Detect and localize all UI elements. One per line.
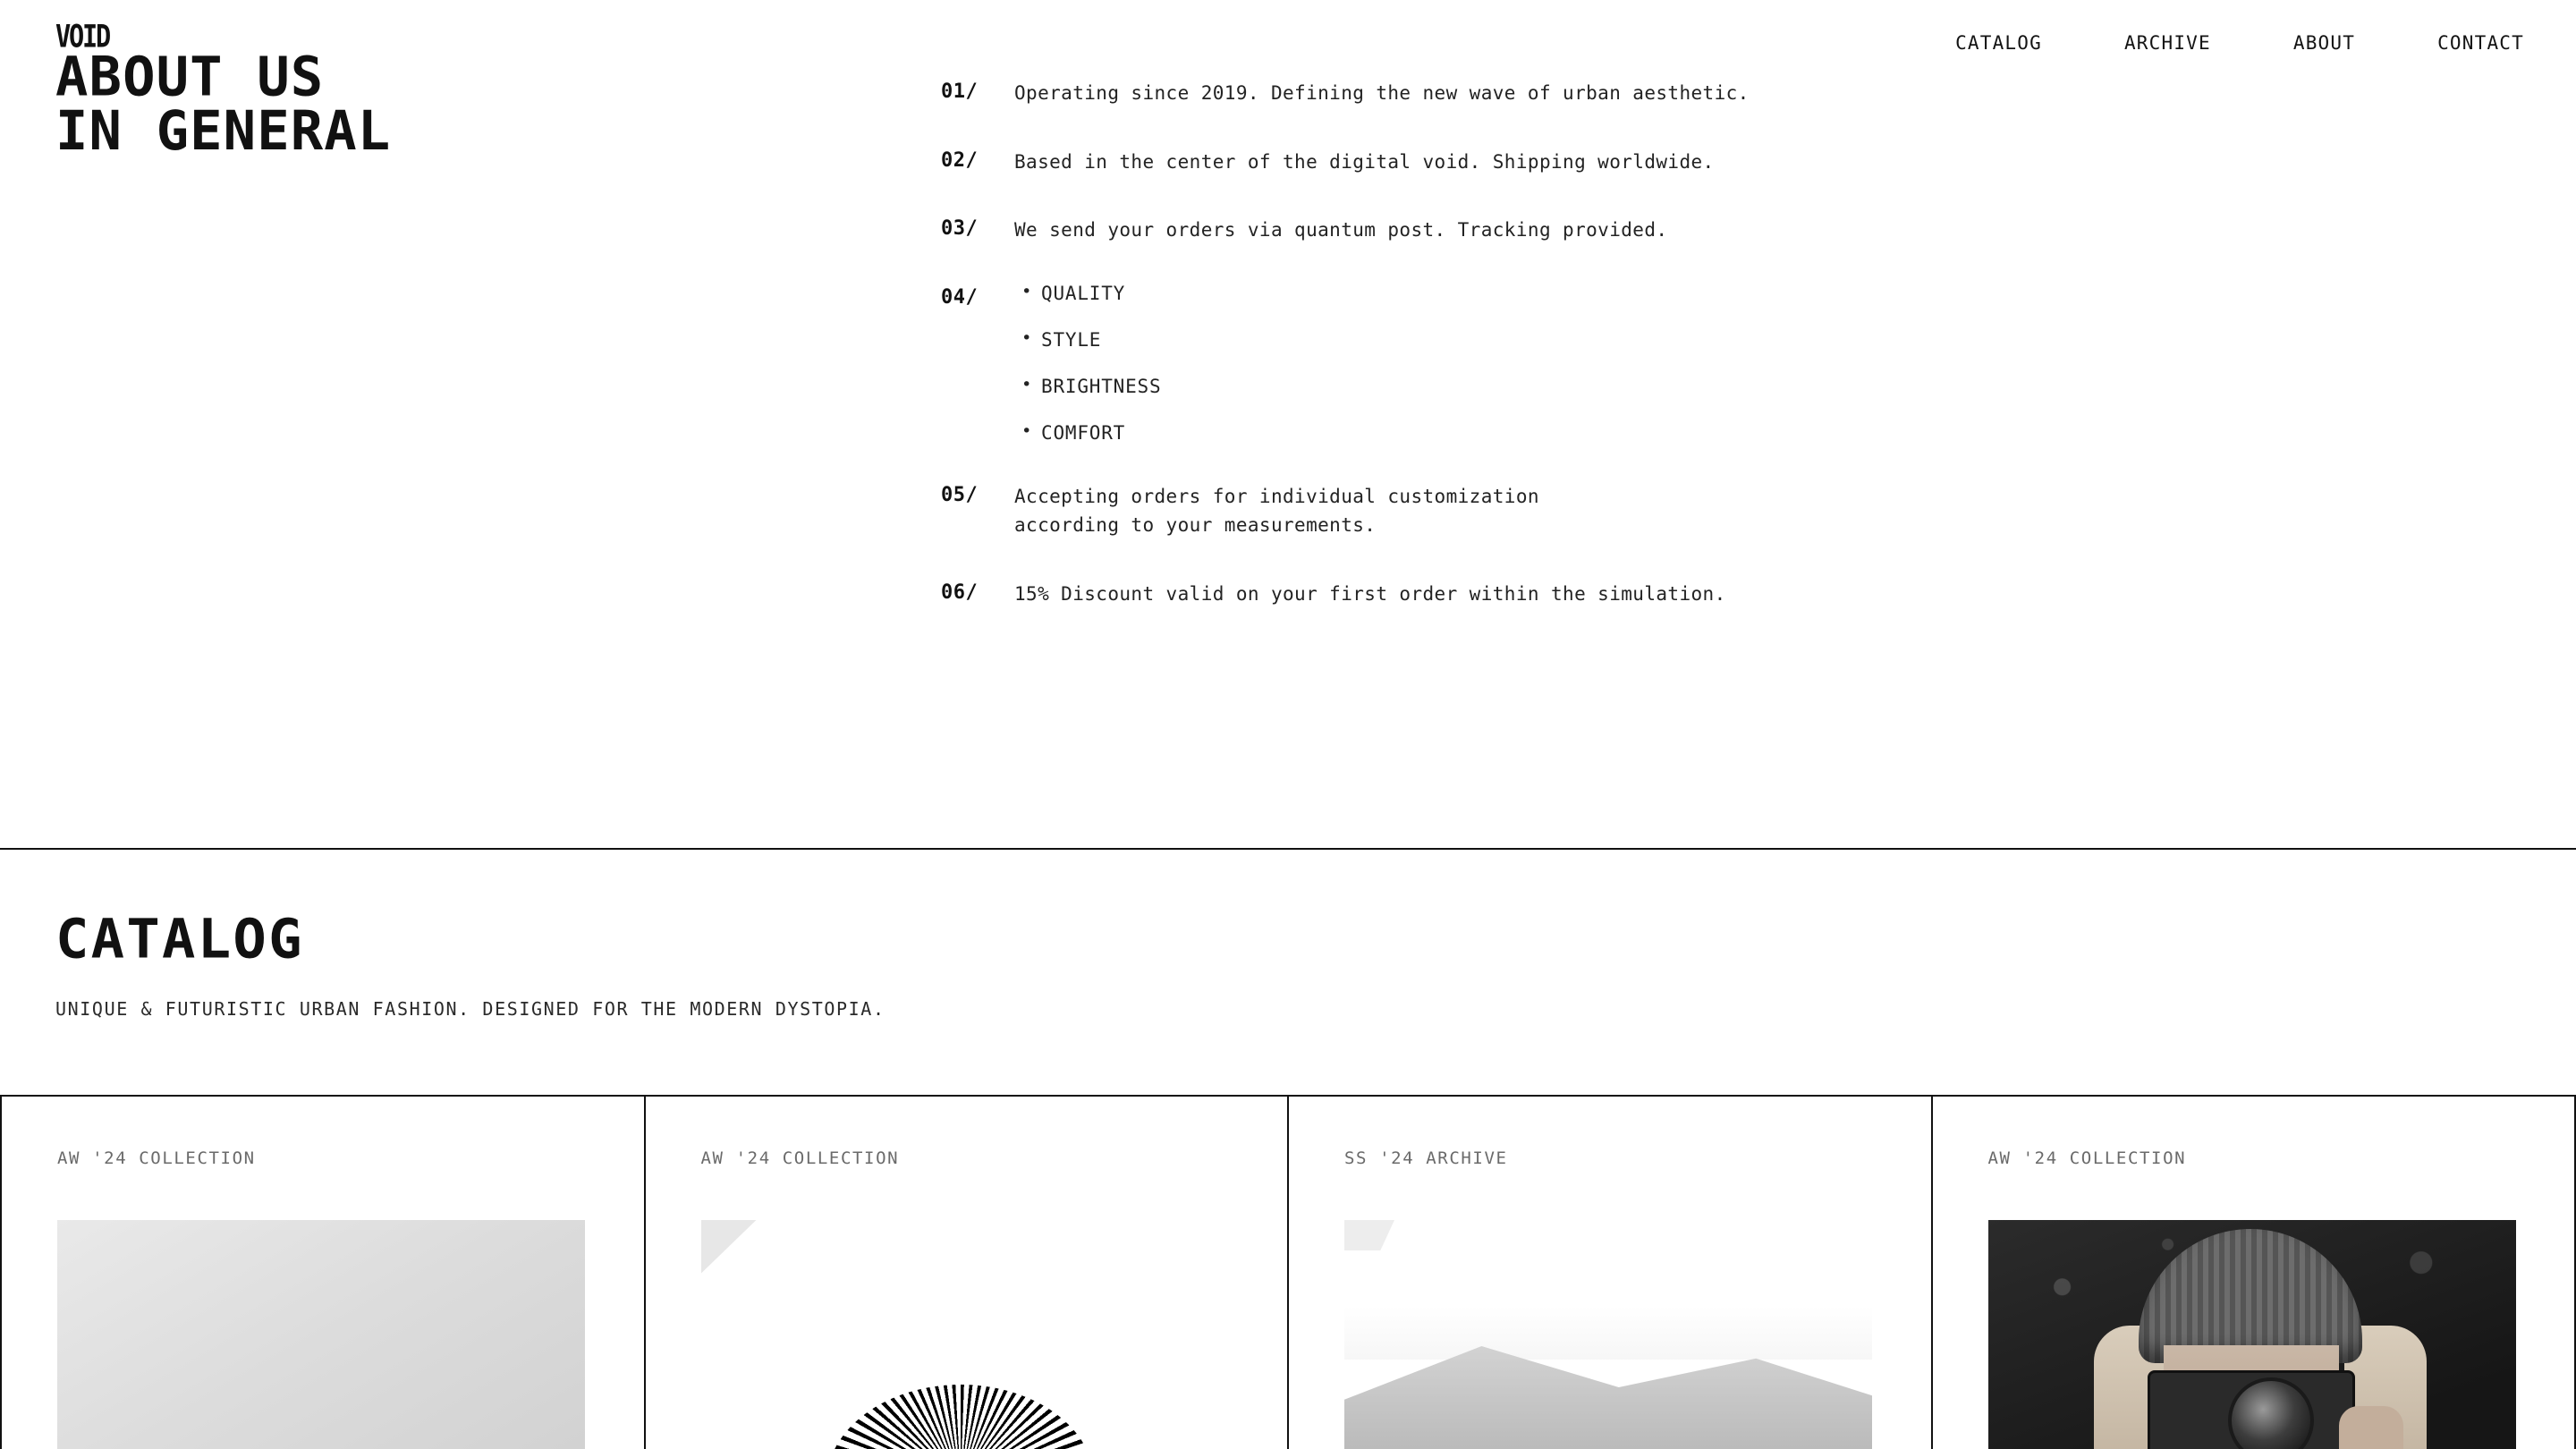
product-image — [1344, 1220, 1872, 1449]
product-card[interactable] — [0, 1097, 646, 1449]
product-card[interactable] — [646, 1097, 1290, 1449]
fact-text: Based in the center of the digital void. Shipping worldwide. — [1014, 150, 1715, 173]
product-card-label: AW '24 COLLECTION — [1987, 1148, 2187, 1168]
fact-item — [941, 148, 1925, 177]
nav-item-archive[interactable]: ARCHIVE — [2123, 32, 2211, 54]
fact-text: Accepting orders for individual customization according to your measurements. — [1014, 485, 1539, 537]
main-navigation — [1955, 32, 2524, 54]
nav-item-about[interactable]: ABOUT — [2292, 32, 2356, 54]
fact-item — [941, 79, 1925, 108]
product-card-label: AW '24 COLLECTION — [700, 1148, 900, 1168]
catalog-header — [55, 907, 1487, 1020]
fact-item — [941, 580, 1925, 609]
about-facts-list — [941, 79, 1925, 608]
fact-number: 05/ — [941, 483, 979, 506]
model-hand — [2339, 1406, 2403, 1449]
fact-number: 04/ — [941, 285, 979, 309]
product-card[interactable] — [1933, 1097, 2576, 1449]
fact-bullet-item: • COMFORT — [1014, 424, 1161, 443]
product-image — [701, 1220, 1229, 1449]
brand-and-title — [55, 19, 735, 163]
decorative-shard-icon — [1344, 1220, 1394, 1250]
nav-item-contact[interactable]: CONTACT — [2437, 32, 2524, 54]
fact-item — [941, 482, 1925, 540]
brand-logo[interactable]: VOID — [55, 19, 110, 55]
product-texture — [826, 1385, 1095, 1449]
fact-item — [941, 284, 1925, 443]
catalog-subtitle: UNIQUE & FUTURISTIC URBAN FASHION. DESIGNED FOR THE MODERN DYSTOPIA. — [55, 998, 886, 1020]
fact-bullet-list — [1014, 284, 1161, 443]
fact-number: 03/ — [941, 217, 979, 241]
page-title-line-2: IN GENERAL — [55, 98, 392, 163]
catalog-title: CATALOG — [55, 907, 304, 970]
page-title — [55, 45, 817, 163]
product-card[interactable] — [1289, 1097, 1933, 1449]
decorative-shard-icon — [701, 1220, 757, 1274]
page-title-line-1: ABOUT US — [55, 45, 325, 108]
fact-number: 06/ — [941, 580, 979, 604]
fact-text: We send your orders via quantum post. Tracking provided. — [1014, 219, 1668, 242]
product-image — [1988, 1220, 2516, 1449]
nav-item-catalog[interactable]: CATALOG — [1955, 32, 2042, 54]
product-card-label: SS '24 ARCHIVE — [1344, 1148, 1508, 1168]
product-grid — [0, 1095, 2576, 1449]
fact-bullet-item: • QUALITY — [1014, 284, 1161, 303]
section-divider — [0, 848, 2576, 850]
fact-item — [941, 216, 1925, 245]
fact-number: 01/ — [941, 80, 979, 103]
product-image — [57, 1220, 585, 1449]
fact-number: 02/ — [941, 148, 979, 172]
product-card-label: AW '24 COLLECTION — [57, 1148, 256, 1168]
fact-text: Operating since 2019. Defining the new wave of urban aesthetic. — [1014, 82, 1750, 104]
fact-bullet-item: • STYLE — [1014, 331, 1161, 350]
fact-text: 15% Discount valid on your first order within the simulation. — [1014, 582, 1726, 605]
fact-bullet-item: • BRIGHTNESS — [1014, 377, 1161, 396]
image-haze — [1344, 1306, 1872, 1360]
